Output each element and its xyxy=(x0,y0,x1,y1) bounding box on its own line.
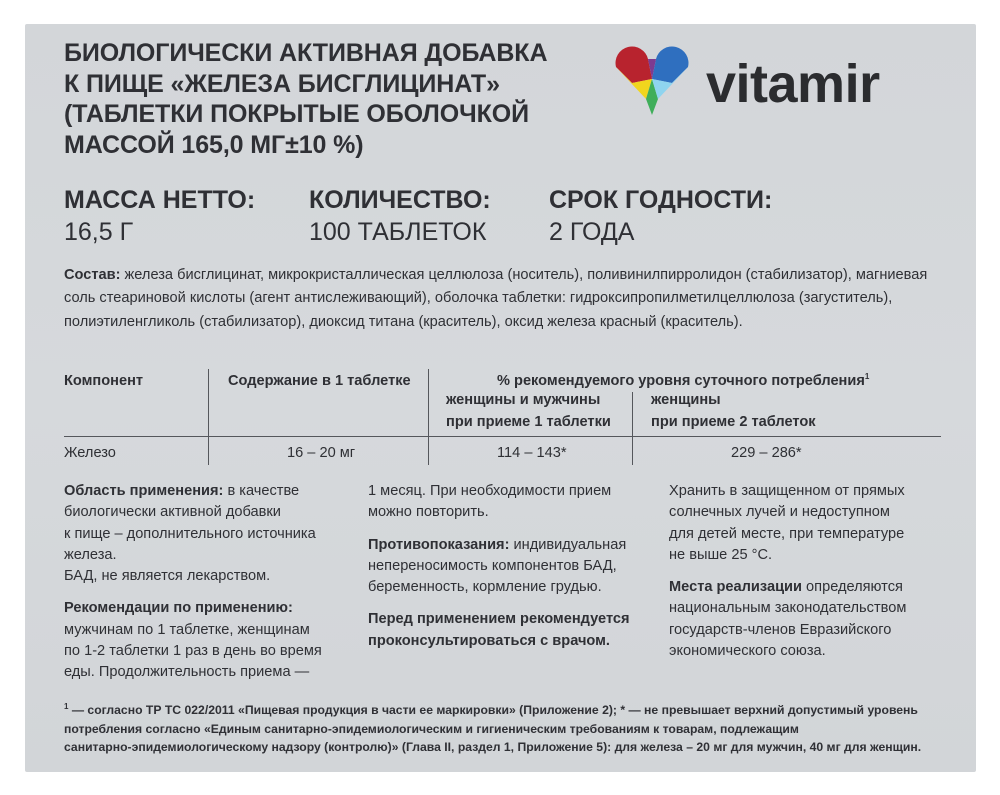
table-divider xyxy=(428,369,429,465)
shelf-life xyxy=(549,185,772,247)
table-rule xyxy=(64,436,941,437)
table-subheader-two-tablets: женщины при приеме 2 таблеток xyxy=(651,392,816,430)
table-header-percent: % рекомендуемого уровня суточного потребления$^1$ xyxy=(497,372,870,389)
spec-label: МАССА НЕТТО: xyxy=(64,186,256,214)
spec-value: 100 ТАБЛЕТОК xyxy=(309,218,487,246)
title-line: К ПИЩЕ «ЖЕЛЕЗА БИСГЛИЦИНАТ» xyxy=(64,69,500,98)
product-title xyxy=(64,38,584,160)
table-cell-component: Железо xyxy=(64,445,116,461)
composition-line: полиэтиленгликоль (стабилизатор), диоксид титана (краситель), оксид железа красный (краситель). xyxy=(64,313,743,330)
table-cell-content: 16 – 20 мг xyxy=(287,445,356,461)
title-line: БИОЛОГИЧЕСКИ АКТИВНАЯ ДОБАВКА xyxy=(64,39,548,67)
contraindications-label: Противопоказания: xyxy=(368,536,510,553)
spec-label: КОЛИЧЕСТВО: xyxy=(309,186,491,214)
recommendations-label: Рекомендации по применению: xyxy=(64,600,293,617)
composition-text xyxy=(64,264,964,334)
composition-line: соль стеариновой кислоты (агент антислеживающий), оболочка таблетки: гидроксипропилметилцеллюлоза (загуститель), xyxy=(64,290,893,307)
title-line: МАССОЙ 165,0 МГ±10 %) xyxy=(64,130,364,159)
usage-column: Область применения: в качестве биологически активной добавки к пище – дополнительного источника железа. БАД, не является лекарством. Рекомендации по применению: мужчинам по 1 таблетке, женщинам по 1-2 таблетки 1 раз в день во время еды. Продолжительность приема — xyxy=(64,483,322,681)
spec-label: СРОК ГОДНОСТИ: xyxy=(549,186,773,214)
table-divider xyxy=(632,392,633,465)
composition-label: Состав: xyxy=(64,267,121,283)
table-header-content: Содержание в 1 таблетке xyxy=(228,373,411,389)
table-divider xyxy=(208,369,209,465)
storage-column: Хранить в защищенном от прямых солнечных лучей и недоступном для детей месте, при температуре не выше 25 °С. Места реализации определяются национальным законодательством государств-членов Евразийского экономического союза. xyxy=(669,483,907,660)
footnote: $^1$ — согласно ТР ТС 022/2011 «Пищевая продукция в части ее маркировки» (Приложение 2); * — не превышает верхний допустимый уровень потребления согласно «Единым санитарно-эпидемиологическим и гигиеническим требованиям к товарам, подлежащим санитарно-эпидемиологическому надзору (контролю)» (Глава II, раздел 1, Приложение 5): для железа – 20 мг для мужчин, 40 мг для женщин. xyxy=(64,701,922,754)
vitamir-logo-icon xyxy=(612,45,692,117)
table-subheader-one-tablet: женщины и мужчины при приеме 1 таблетки xyxy=(446,392,611,430)
title-line: (ТАБЛЕТКИ ПОКРЫТЫЕ ОБОЛОЧКОЙ xyxy=(64,100,529,128)
footnote-marker: 1 xyxy=(64,701,69,711)
table-header-component: Компонент xyxy=(64,373,144,389)
quantity xyxy=(309,185,491,247)
composition-line: железа бисглицинат, микрокристаллическая целлюлоза (носитель), поливинилпирролидон (стабилизатор), магниевая xyxy=(120,267,928,283)
spec-value: 2 ГОДА xyxy=(549,218,635,246)
area-label: Область применения: xyxy=(64,483,224,499)
table-cell-pct2: 229 – 286* xyxy=(731,445,802,461)
warning-text: Перед применением рекомендуется xyxy=(368,611,630,628)
sale-places-label: Места реализации xyxy=(669,579,802,596)
footnote-marker: 1 xyxy=(864,372,870,382)
contraindications-column: 1 месяц. При необходимости прием можно повторить. Противопоказания: индивидуальная непереносимость компонентов БАД, беременность, кормление грудью. Перед применением рекомендуется проконсультироваться с врачом. xyxy=(368,483,630,649)
net-mass xyxy=(64,185,255,247)
table-cell-pct1: 114 – 143* xyxy=(497,445,567,461)
brand-name: vitamir xyxy=(706,54,880,114)
spec-value: 16,5 Г xyxy=(64,218,134,246)
